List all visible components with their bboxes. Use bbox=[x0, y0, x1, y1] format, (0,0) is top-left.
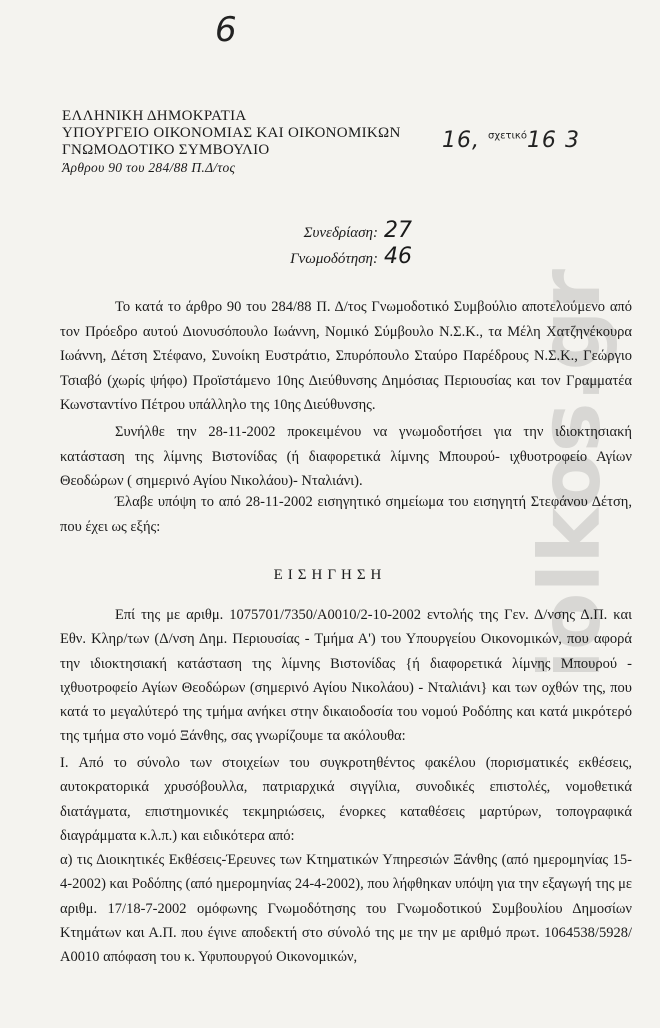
document-header bbox=[62, 108, 401, 176]
section-heading: ΕΙΣΗΓΗΣΗ bbox=[273, 567, 387, 583]
handwritten-file-reference bbox=[442, 128, 580, 153]
watermark-text: iolkos.gr bbox=[521, 268, 619, 680]
paragraph-point-one-text: I. Από το σύνολο των στοιχείων του συγκροτηθέντος φακέλου (πορισματικές εκθέσεις, αυτοκρατορικά χρυσόβουλλα, πατριαρχικά σιγγίλια, συνοδικές επιστολές, νομοθετικά διατάγματα, επιστημονικές τεκμηριώσεις, ένορκες καταθέσεις μαρτύρων, τοπογραφικά διαγράμματα κ.λ.π.) και ειδικότερα από: bbox=[60, 755, 632, 844]
paragraph-with-order bbox=[60, 603, 632, 749]
file-ref-small: σχετικό bbox=[488, 130, 527, 142]
session-label: Συνεδρίαση: bbox=[303, 225, 378, 241]
paragraph-received-text: Έλαβε υπόψη το από 28-11-2002 εισηγητικό σημείωμα του εισηγητή Στεφάνου Δέτση, που έχει ως εξής: bbox=[60, 494, 632, 535]
header-council: ΓΝΩΜΟΔΟΤΙΚΟ ΣΥΜΒΟΥΛΙΟ bbox=[62, 142, 270, 158]
paragraph-met bbox=[60, 420, 632, 494]
session-value: 27 bbox=[384, 218, 412, 243]
opinion-value: 46 bbox=[384, 244, 412, 269]
file-ref-main: 16, bbox=[442, 128, 480, 153]
file-ref-sub: 3 bbox=[564, 128, 580, 153]
header-ministry: ΥΠΟΥΡΓΕΙΟ ΟΙΚΟΝΟΜΙΑΣ ΚΑΙ ΟΙΚΟΝΟΜΙΚΩΝ bbox=[62, 125, 401, 141]
opinion-row bbox=[283, 244, 583, 269]
paragraph-met-text: Συνήλθε την 28-11-2002 προκειμένου να γνωμοδοτήσει για την ιδιοκτησιακή κατάσταση της λίμνης Βιστονίδας (ή διαφορετικά λίμνης Μπουρού- ιχθυοτροφείο Αγίων Θεοδώρων ( σημερινό Αγίου Νικολάου)- Νταλιάνι). bbox=[60, 424, 632, 490]
paragraph-intro-text: Το κατά το άρθρο 90 του 284/88 Π. Δ/τος Γνωμοδοτικό Συμβούλιο αποτελούμενο από τον Πρόεδρο αυτού Διονυσόπουλο Ιωάννη, Νομικό Σύμβουλο Ν.Σ.Κ., τα Μέλη Χατζηνέκουρα Ιωάννη, Δέτση Στέφανο, Συνοίκη Ευστράτιο, Σπυρόπουλο Σταύρο Παρέδρους Ν.Σ.Κ., Γεώργιο Τσιαβό (χωρίς ψήφο) Προϊστάμενο 10ης Διεύθυνσης Δημόσιας Περιουσίας και τον Γραμματέα Κωνσταντίνο Πέτρου υπάλληλο της 10ης Διεύθυνσης. bbox=[60, 299, 632, 414]
paragraph-intro bbox=[60, 295, 632, 418]
opinion-label: Γνωμοδότηση: bbox=[290, 251, 378, 267]
paragraph-received bbox=[60, 490, 632, 539]
paragraph-point-one bbox=[60, 751, 632, 970]
header-republic: ΕΛΛΗΝΙΚΗ ΔΗΜΟΚΡΑΤΙΑ bbox=[62, 108, 247, 124]
paragraph-with-order-text: Επί της με αριθμ. 1075701/7350/Α0010/2-10-2002 εντολής της Γεν. Δ/νσης Δ.Π. και Εθν. Κληρ/των (Δ/νση Δημ. Περιουσίας - Τμήμα Α') του Υπουργείου Οικονομικών, που αφορά την ιδιοκτησιακή κατάσταση της λίμνης Βιστονίδας {ή διαφορετικά λίμνης Μπουρού - ιχθυοτροφείο Αγίων Θεοδώρων (σημερινό Αγίου Νικολάου) - Νταλιάνι} και των οχθών της, που κατά το μεγαλύτερό της τμήμα ανήκει στην δικαιοδοσία του νομού Ροδόπης και κατά μικρότερό της τμήμα στο νομό Ξάνθης, σας γνωρίζουμε τα ακόλουθα: bbox=[60, 607, 632, 745]
file-ref-num: 16 bbox=[526, 128, 557, 153]
header-article: Άρθρου 90 του 284/88 Π.Δ/τος bbox=[62, 160, 236, 175]
session-row bbox=[283, 218, 583, 243]
list-item-a: α) τις Διοικητικές Εκθέσεις-Έρευνες των Κτηματικών Υπηρεσιών Ξάνθης (από ημερομηνίας 15-4-2002) και Ροδόπης (από ημερομηνίας 24-4-2002), που λήφθηκαν υπόψη για την εξαγωγή της με αριθμ. 17/18-7-2002 ομόφωνης Γνωμοδότησης του Γνωμοδοτικού Συμβουλίου Δημοσίων Κτημάτων και Α.Π. που έγινε αποδεκτή στο σύνολό της με την με αριθμό πρωτ. 1064538/5928/Α0010 απόφαση του κ. Υφυπουργού Οικονομικών, bbox=[60, 852, 633, 966]
handwritten-page-number: 6 bbox=[215, 10, 237, 50]
